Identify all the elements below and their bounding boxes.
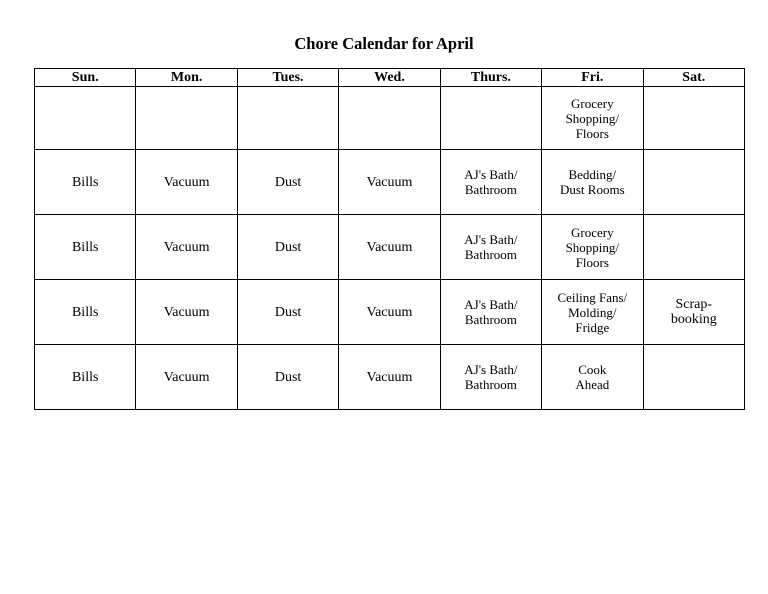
chore-text: Dust — [274, 174, 302, 190]
header-mon: Mon. — [136, 69, 237, 87]
chore-text: Vacuum — [366, 239, 413, 255]
day-cell-wed — [339, 87, 440, 150]
day-cell-mon — [136, 150, 237, 215]
chore-text: Grocery Shopping/ Floors — [565, 95, 620, 141]
day-cell-tue — [237, 215, 338, 280]
chore-text: Dust — [274, 304, 302, 320]
day-cell-wed — [339, 280, 440, 345]
day-cell-sun — [35, 150, 136, 215]
day-cell-fri — [542, 345, 643, 410]
week-row — [35, 87, 745, 150]
header-fri: Fri. — [542, 69, 643, 87]
day-cell-thu — [440, 345, 541, 410]
day-cell-sat — [643, 150, 744, 215]
chore-text: Dust — [274, 369, 302, 385]
header-sun: Sun. — [35, 69, 136, 87]
day-cell-tue — [237, 345, 338, 410]
chore-calendar-table — [34, 68, 745, 410]
week-row — [35, 150, 745, 215]
header-tue: Tues. — [237, 69, 338, 87]
day-cell-thu — [440, 280, 541, 345]
chore-text: Vacuum — [163, 304, 210, 320]
day-cell-sat — [643, 280, 744, 345]
day-cell-sat — [643, 215, 744, 280]
day-cell-fri — [542, 150, 643, 215]
day-cell-sat — [643, 345, 744, 410]
day-cell-sun — [35, 215, 136, 280]
chore-text: Vacuum — [366, 174, 413, 190]
day-cell-mon — [136, 280, 237, 345]
chore-text: Vacuum — [366, 304, 413, 320]
calendar-body — [35, 87, 745, 410]
week-row — [35, 345, 745, 410]
chore-text: Bedding/ Dust Rooms — [559, 167, 625, 197]
day-cell-fri — [542, 215, 643, 280]
chore-text: Scrap- booking — [670, 297, 717, 327]
header-sat: Sat. — [643, 69, 744, 87]
day-cell-fri — [542, 87, 643, 150]
day-cell-mon — [136, 215, 237, 280]
day-cell-fri — [542, 280, 643, 345]
chore-text: Bills — [71, 369, 99, 385]
header-thu: Thurs. — [440, 69, 541, 87]
day-cell-wed — [339, 215, 440, 280]
chore-text: Vacuum — [163, 174, 210, 190]
day-cell-mon — [136, 345, 237, 410]
day-cell-thu — [440, 150, 541, 215]
day-cell-thu — [440, 87, 541, 150]
chore-text: Vacuum — [366, 369, 413, 385]
day-cell-tue — [237, 280, 338, 345]
day-cell-mon — [136, 87, 237, 150]
chore-text: Ceiling Fans/ Molding/ Fridge — [557, 289, 628, 335]
header-wed: Wed. — [339, 69, 440, 87]
day-cell-sun — [35, 87, 136, 150]
day-cell-sat — [643, 87, 744, 150]
chore-text: Grocery Shopping/ Floors — [565, 224, 620, 270]
chore-text: Vacuum — [163, 239, 210, 255]
day-cell-tue — [237, 87, 338, 150]
chore-text: AJ's Bath/ Bathroom — [464, 167, 518, 197]
chore-text: AJ's Bath/ Bathroom — [464, 232, 518, 262]
day-cell-wed — [339, 150, 440, 215]
header-row — [35, 69, 745, 87]
day-cell-wed — [339, 345, 440, 410]
page-title: Chore Calendar for April — [294, 34, 474, 53]
day-cell-thu — [440, 215, 541, 280]
chore-text: AJ's Bath/ Bathroom — [464, 362, 518, 392]
day-cell-tue — [237, 150, 338, 215]
week-row — [35, 280, 745, 345]
chore-text: Cook Ahead — [575, 362, 610, 392]
day-cell-sun — [35, 280, 136, 345]
chore-text: Bills — [71, 239, 99, 255]
week-row — [35, 215, 745, 280]
chore-text: Bills — [71, 304, 99, 320]
chore-text: Vacuum — [163, 369, 210, 385]
chore-text: AJ's Bath/ Bathroom — [464, 297, 518, 327]
day-cell-sun — [35, 345, 136, 410]
chore-text: Bills — [71, 174, 99, 190]
chore-text: Dust — [274, 239, 302, 255]
